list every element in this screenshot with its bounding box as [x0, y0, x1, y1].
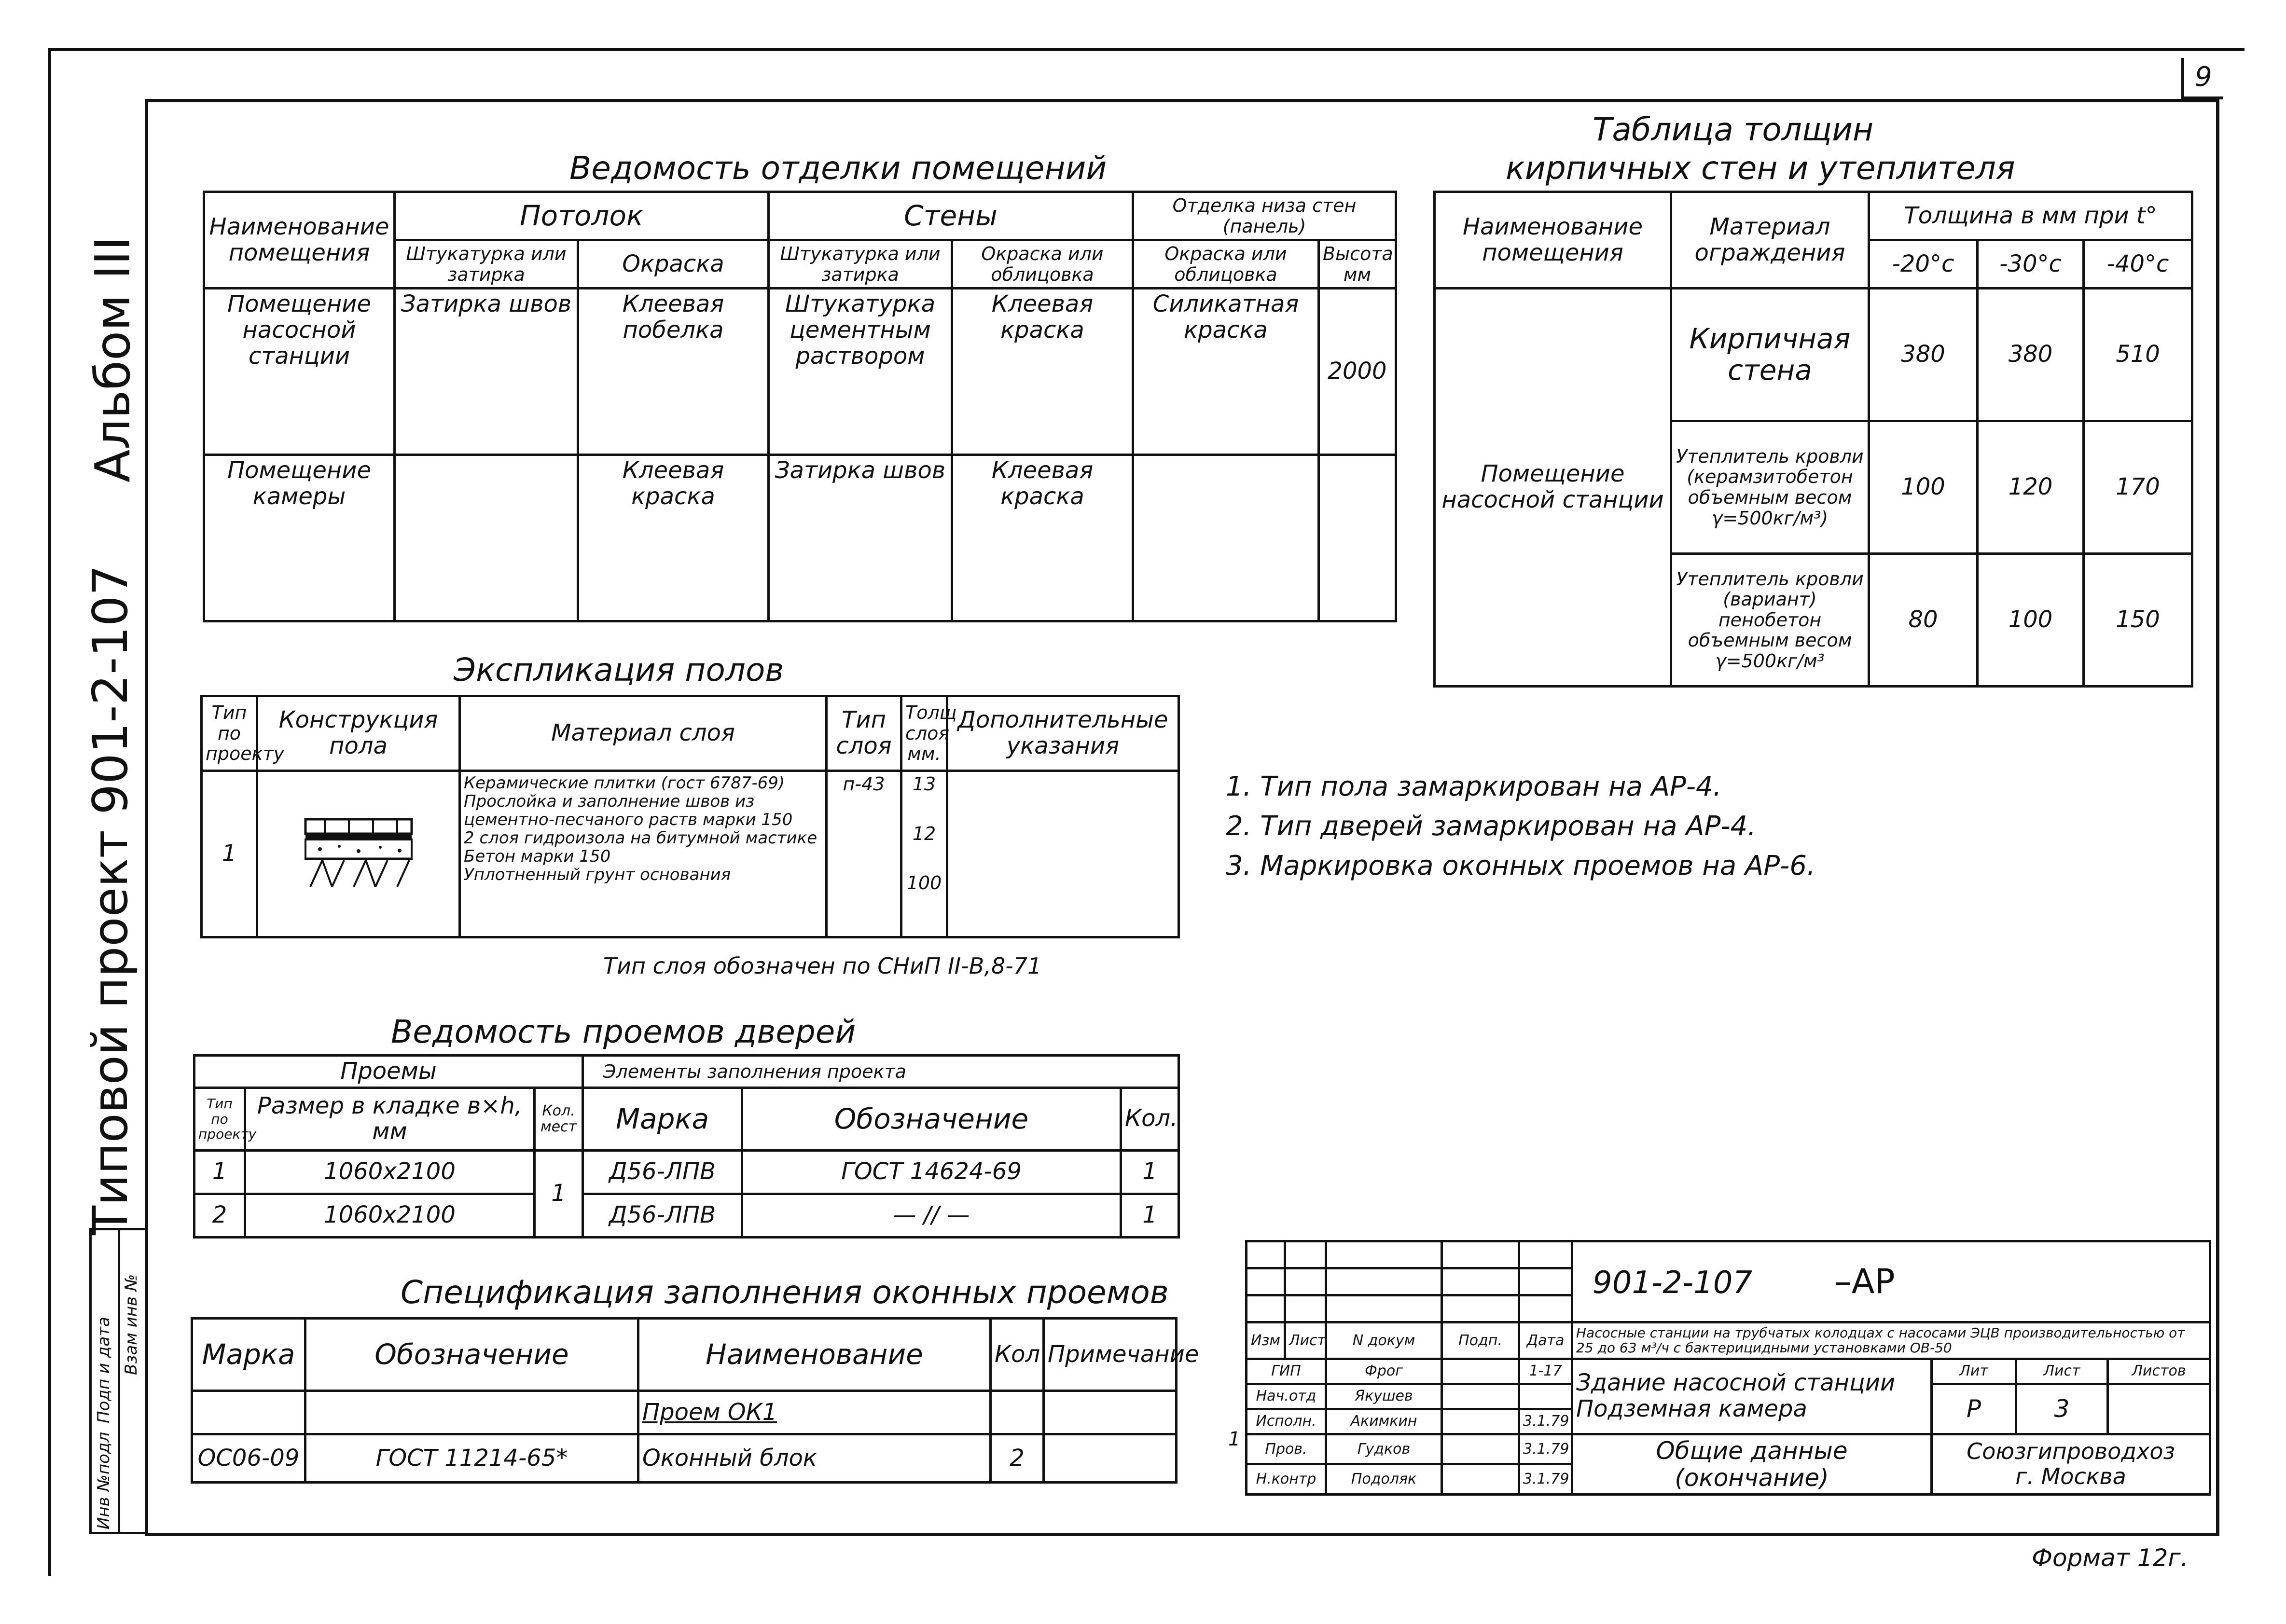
finishing-h-walls-paint: Окраска или облицовка — [952, 240, 1133, 289]
floors-r1-construction — [257, 771, 460, 937]
doors-h-openings: Проемы — [194, 1056, 583, 1088]
windows-table — [191, 1317, 1199, 1484]
tb-role-2: Нач.отд — [1247, 1384, 1326, 1409]
floors-r1-layer-type: п-43 — [827, 771, 901, 937]
floors-r1-material — [460, 771, 827, 937]
tb-name-2: Якушев — [1326, 1384, 1442, 1409]
doors-r1-type: 1 — [194, 1150, 245, 1194]
tb-h-list: Лист — [1285, 1322, 1326, 1359]
doors-r2-size: 1060х2100 — [245, 1194, 535, 1237]
tb-code: 901-2-107 — [1593, 1265, 1753, 1301]
side-stamp — [89, 1228, 146, 1534]
finishing-r1-lower: Силикатная краска — [1133, 289, 1319, 455]
finishing-h-lower-paint: Окраска или облицовка — [1133, 240, 1319, 289]
floors-layer-2: Прослойка и заполнение швов из цементно-песчаного раств марки 150 — [464, 792, 793, 830]
thickness-r3-material: Утеплитель кровли (вариант) пенобетон объемным весом γ=500кг/м³ — [1671, 554, 1869, 687]
tb-stage-h: Лит — [1932, 1359, 2016, 1384]
tb-sheets-h: Листов — [2108, 1359, 2210, 1384]
floors-table — [200, 695, 1180, 938]
doors-r2-mark: Д56-ЛПВ — [583, 1194, 742, 1237]
thickness-r2-material: Утеплитель кровли (керамзитобетон объемным весом γ=500кг/м³) — [1671, 421, 1869, 554]
finishing-r2-name: Помещение камеры — [204, 455, 395, 621]
thickness-table — [1433, 191, 2193, 688]
note-2: 2. Тип дверей замаркирован на АР-4. — [1226, 811, 1757, 842]
floors-thick-1: 13 — [912, 773, 936, 795]
thickness-r1-material: Кирпичная стена — [1671, 289, 1869, 421]
thickness-room: Помещение насосной станции — [1435, 289, 1671, 687]
floors-h-material: Материал слоя — [460, 696, 827, 771]
floors-layer-3: 2 слоя гидроизола на битумной мастике — [464, 828, 817, 848]
doors-r2-designation: — // — — [742, 1194, 1121, 1237]
finishing-h-name: Наименование помещения — [204, 192, 395, 289]
tb-stage: Р — [1932, 1384, 2016, 1434]
tb-doc — [1572, 1434, 1932, 1494]
windows-h-note: Примечание — [1044, 1319, 1177, 1391]
doors-r2-type: 2 — [194, 1194, 245, 1237]
thickness-title1: Таблица толщин — [1593, 111, 1874, 148]
thickness-r1-v3: 510 — [2084, 289, 2192, 421]
tb-h-sign: Подп. — [1442, 1322, 1519, 1359]
floors-r1-type: 1 — [202, 771, 257, 937]
windows-r1-mark: ОС06-09 — [192, 1434, 305, 1483]
floors-title: Экспликация полов — [454, 651, 784, 688]
doors-h-mark: Марка — [583, 1087, 742, 1150]
doors-r1-size: 1060х2100 — [245, 1150, 535, 1194]
floors-h-layer-type: Тип слоя — [827, 696, 901, 771]
tb-sheets — [2108, 1384, 2210, 1434]
doors-h-designation: Обозначение — [742, 1087, 1121, 1150]
floors-h-extra: Дополнительные указания — [947, 696, 1179, 771]
thickness-h-t1: -20°с — [1869, 240, 1978, 289]
finishing-title: Ведомость отделки помещений — [569, 150, 1107, 187]
windows-r1-qty: 2 — [991, 1434, 1044, 1483]
floors-layer-4: Бетон марки 150 — [464, 847, 611, 867]
finishing-r2-lower — [1133, 455, 1319, 621]
thickness-r3-v1: 80 — [1869, 554, 1978, 687]
tb-role-5: Н.контр — [1247, 1464, 1326, 1495]
tb-name-1: Фрог — [1326, 1359, 1442, 1384]
finishing-table — [203, 191, 1397, 622]
doors-h-places: Кол. мест — [535, 1087, 583, 1150]
doors-r1-qty: 1 — [1121, 1150, 1179, 1194]
finishing-h-walls: Стены — [769, 192, 1133, 240]
thickness-title2: кирпичных стен и утеплителя — [1506, 150, 2015, 187]
thickness-h-name: Наименование помещения — [1435, 192, 1671, 289]
tb-date-4: 3.1.79 — [1519, 1434, 1572, 1464]
tb-sheet: 3 — [2016, 1384, 2108, 1434]
finishing-h-walls-plaster: Штукатурка или затирка — [769, 240, 952, 289]
notes-block — [1226, 767, 1815, 886]
sheet-number: 9 — [2181, 58, 2223, 99]
finishing-h-height: Высота мм — [1319, 240, 1396, 289]
floors-thick-3: 100 — [906, 872, 942, 894]
tb-name-3: Акимкин — [1326, 1409, 1442, 1434]
tb-date-1: 1-17 — [1519, 1359, 1572, 1384]
note-1: 1. Тип пола замаркирован на АР-4. — [1226, 771, 1722, 802]
thickness-r2-v2: 120 — [1978, 421, 2084, 554]
tb-org-2: г. Москва — [2015, 1463, 2126, 1489]
tb-name-4: Гудков — [1326, 1434, 1442, 1464]
floors-r1-extra — [947, 771, 1179, 937]
thickness-r3-v2: 100 — [1978, 554, 2084, 687]
finishing-r1-walls-paint: Клеевая краска — [952, 289, 1133, 455]
doors-h-qty: Кол. — [1121, 1087, 1179, 1150]
tb-object-1: Здание насосной станции — [1576, 1369, 1896, 1397]
format-label: Формат 12г. — [2032, 1544, 2189, 1572]
doors-table — [193, 1054, 1180, 1239]
windows-group: Проем ОК1 — [638, 1391, 991, 1434]
windows-g-designation — [305, 1391, 638, 1434]
windows-g-qty — [991, 1391, 1044, 1434]
finishing-r2-ceiling-paint: Клеевая краска — [578, 455, 769, 621]
windows-h-designation: Обозначение — [305, 1319, 638, 1391]
finishing-r1-walls-plaster: Штукатурка цементным раствором — [769, 289, 952, 455]
doors-h-size: Размер в кладке в×h, мм — [245, 1087, 535, 1150]
floors-layer-1: Керамические плитки (гост 6787-69) — [464, 773, 785, 793]
tb-object-2: Подземная камера — [1576, 1395, 1807, 1423]
tb-org — [1932, 1434, 2210, 1494]
tb-name-5: Подоляк — [1326, 1464, 1442, 1495]
floors-layer-5: Уплотненный грунт основания — [464, 865, 731, 885]
thickness-h-material: Материал ограждения — [1671, 192, 1869, 289]
tb-doc-1: Общие данные — [1656, 1436, 1848, 1465]
tb-code-cell — [1572, 1241, 2210, 1322]
tb-role-1: ГИП — [1247, 1359, 1326, 1384]
thickness-h-t2: -30°с — [1978, 240, 2084, 289]
doors-r1-mark: Д56-ЛПВ — [583, 1150, 742, 1194]
floors-r1-thickness — [901, 771, 947, 937]
windows-g-note — [1044, 1391, 1177, 1434]
thickness-r1-v1: 380 — [1869, 289, 1978, 421]
finishing-r1-height: 2000 — [1319, 289, 1396, 455]
finishing-r1-ceiling-paint: Клеевая побелка — [578, 289, 769, 455]
floors-thick-2: 12 — [912, 823, 936, 844]
tb-doc-2: (окончание) — [1675, 1463, 1829, 1492]
windows-h-qty: Кол — [991, 1319, 1044, 1391]
tb-date-3: 3.1.79 — [1519, 1409, 1572, 1434]
tb-role-4: Пров. — [1247, 1434, 1326, 1464]
floors-h-type: Тип по проекту — [202, 696, 257, 771]
windows-g-mark — [192, 1391, 305, 1434]
tb-suffix: –АР — [1834, 1262, 1895, 1302]
finishing-r2-walls-plaster: Затирка швов — [769, 455, 952, 621]
side-stamp-inv: Инв №подл — [94, 1431, 113, 1529]
thickness-r1-v2: 380 — [1978, 289, 2084, 421]
finishing-h-plaster: Штукатурка или затирка — [395, 240, 578, 289]
doors-h-elements: Элементы заполнения проекта — [583, 1056, 1179, 1088]
windows-r1-designation: ГОСТ 11214-65* — [305, 1434, 638, 1483]
side-stamp-divider — [118, 1230, 120, 1532]
tb-h-date: Дата — [1519, 1322, 1572, 1359]
thickness-h-t3: -40°с — [2084, 240, 2192, 289]
title-block — [1245, 1240, 2211, 1496]
thickness-h-thick: Толщина в мм при t° — [1869, 192, 2192, 240]
windows-h-mark: Марка — [192, 1319, 305, 1391]
doors-places: 1 — [535, 1150, 583, 1237]
finishing-r1-ceiling-plaster: Затирка швов — [395, 289, 578, 455]
windows-h-name: Наименование — [638, 1319, 991, 1391]
thickness-r2-v1: 100 — [1869, 421, 1978, 554]
tb-h-izm: Изм — [1247, 1322, 1285, 1359]
floor-section-drawing — [286, 805, 431, 901]
thickness-r2-v3: 170 — [2084, 421, 2192, 554]
tb-stage-marker: 1 — [1228, 1428, 1241, 1450]
thickness-r3-v3: 150 — [2084, 554, 2192, 687]
tb-object — [1572, 1359, 1932, 1434]
tb-date-2 — [1519, 1384, 1572, 1409]
finishing-r2-walls-paint: Клеевая краска — [952, 455, 1133, 621]
finishing-h-ceiling: Потолок — [395, 192, 769, 240]
floors-h-construction: Конструкция пола — [257, 696, 460, 771]
finishing-h-lower: Отделка низа стен (панель) — [1133, 192, 1396, 240]
finishing-r2-height — [1319, 455, 1396, 621]
windows-r1-name: Оконный блок — [638, 1434, 991, 1483]
floors-h-thickness: Толщ слоя мм. — [901, 696, 947, 771]
side-album-title: Альбом III — [84, 236, 141, 482]
note-3: 3. Маркировка оконных проемов на АР-6. — [1226, 850, 1815, 881]
tb-sheet-h: Лист — [2016, 1359, 2108, 1384]
tb-org-1: Союзгипроводхоз — [1967, 1438, 2175, 1465]
doors-title: Ведомость проемов дверей — [391, 1013, 856, 1050]
side-project-title: Типовой проект 901-2-107 — [82, 564, 139, 1235]
side-stamp-replace: Взам инв № — [122, 1274, 141, 1375]
finishing-r2-ceiling-plaster — [395, 455, 578, 621]
windows-title: Спецификация заполнения оконных проемов — [401, 1274, 1169, 1311]
tb-h-doc: N докум — [1326, 1322, 1442, 1359]
doors-r2-qty: 1 — [1121, 1194, 1179, 1237]
floors-footnote: Тип слоя обозначен по СНиП II-В,8-71 — [603, 953, 1042, 979]
finishing-r1-name: Помещение насосной станции — [204, 289, 395, 455]
doors-h-type: Тип по проекту — [194, 1087, 245, 1150]
doors-r1-designation: ГОСТ 14624-69 — [742, 1150, 1121, 1194]
finishing-h-paint: Окраска — [578, 240, 769, 289]
tb-role-3: Исполн. — [1247, 1409, 1326, 1434]
windows-r1-note — [1044, 1434, 1177, 1483]
tb-desc: Насосные станции на трубчатых колодцах с насосами ЭЦВ производительностью от 25 до 63 м³/ч с бактерицидными установками ОВ-50 — [1572, 1322, 2210, 1359]
side-stamp-sign: Подп и дата — [94, 1317, 113, 1423]
tb-date-5: 3.1.79 — [1519, 1464, 1572, 1495]
